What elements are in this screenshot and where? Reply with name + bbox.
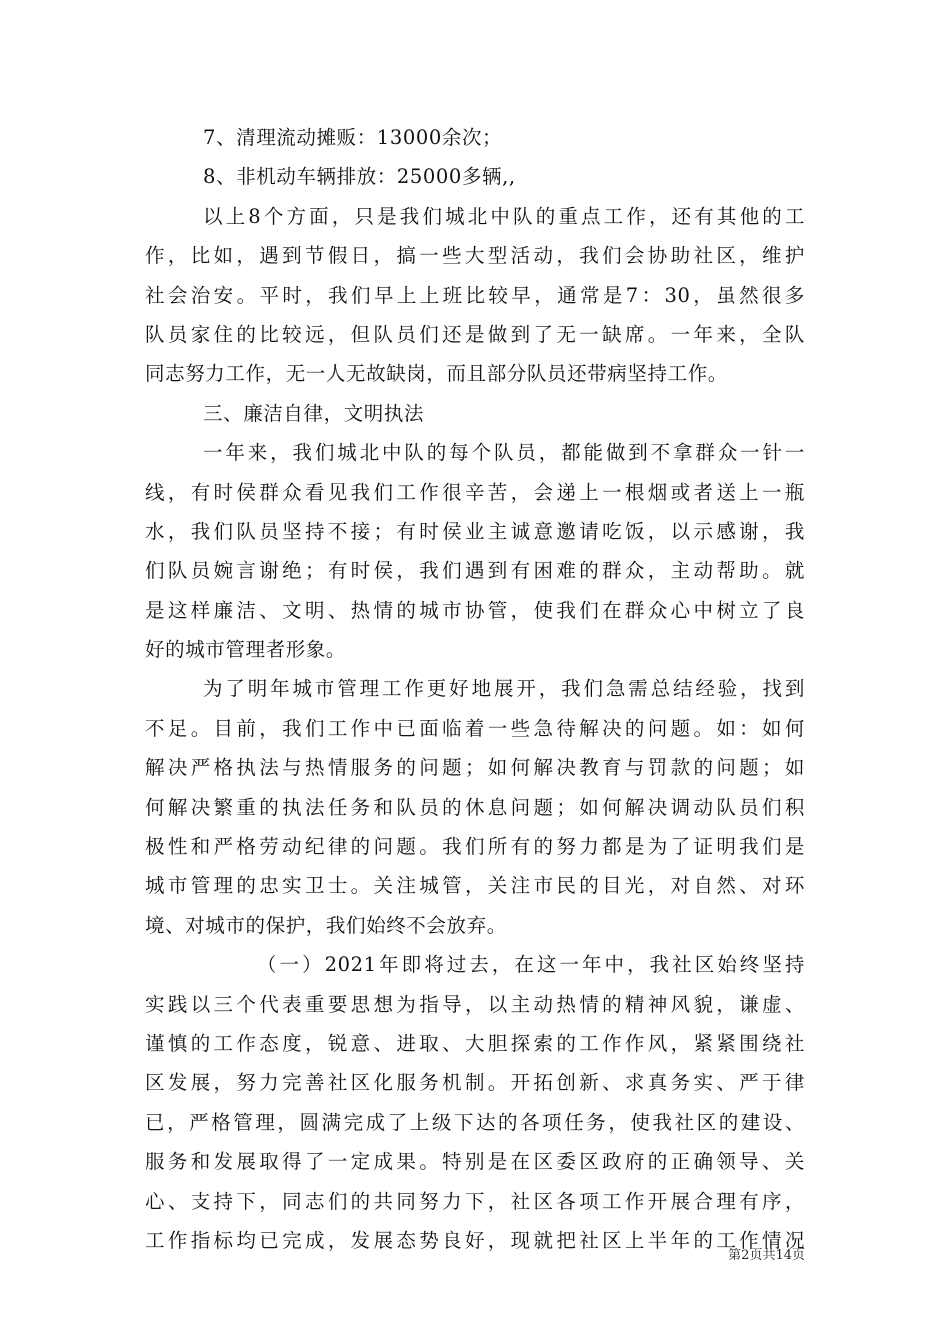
document-body [145,118,805,1260]
paragraph-line: 境、对城市的保护，我们始终不会放弃。 [145,913,507,937]
paragraph-line: 线，有时侯群众看见我们工作很辛苦，会递上一根烟或者送上一瓶 [145,480,805,504]
paragraph-line: 队员家住的比较远，但队员们还是做到了无一缺席。一年来，全队 [145,322,805,346]
paragraph-line: 心、支持下，同志们的共同努力下，社区各项工作开展合理有序， [145,1189,805,1213]
paragraph-line: 区发展，努力完善社区化服务机制。开拓创新、求真务实、严于律 [145,1071,805,1095]
paragraph-line: 极性和严格劳动纪律的问题。我们所有的努力都是为了证明我们是 [145,835,805,859]
paragraph-line: 是这样廉洁、文明、热情的城市协管，使我们在群众心中树立了良 [145,598,805,622]
section-heading: 三、廉洁自律，文明执法 [203,401,425,425]
paragraph-line: 工作指标均已完成，发展态势良好，现就把社区上半年的工作情况 [145,1228,805,1252]
paragraph-line: 不足。目前，我们工作中已面临着一些急待解决的问题。如：如何 [145,716,805,740]
page-number: 第2页共14页 [728,1248,805,1263]
list-item: 8、非机动车辆排放：25000多辆,, [203,165,516,189]
paragraph-line: 水，我们队员坚持不接；有时侯业主诚意邀请吃饭，以示感谢，我 [145,519,805,543]
list-item: 7、清理流动摊贩：13000余次； [203,126,503,149]
paragraph-line: （一）2021年即将过去，在这一年中，我社区始终坚持 [257,953,805,977]
paragraph-line: 一年来，我们城北中队的每个队员，都能做到不拿群众一针一 [203,441,805,465]
paragraph-line: 解决严格执法与热情服务的问题；如何解决教育与罚款的问题；如 [145,756,805,780]
paragraph-line: 谨慎的工作态度，锐意、进取、大胆探索的工作作风，紧紧围绕社 [145,1031,805,1055]
paragraph-line: 实践以三个代表重要思想为指导，以主动热情的精神风貌，谦虚、 [145,992,805,1016]
paragraph-line: 作，比如，遇到节假日，搞一些大型活动，我们会协助社区，维护 [145,244,805,268]
paragraph-line: 何解决繁重的执法任务和队员的休息问题；如何解决调动队员们积 [145,795,805,819]
paragraph-line: 们队员婉言谢绝；有时侯，我们遇到有困难的群众，主动帮助。就 [145,559,805,583]
paragraph-line: 为了明年城市管理工作更好地展开，我们急需总结经验，找到 [203,677,805,701]
paragraph-line: 已，严格管理，圆满完成了上级下达的各项任务，使我社区的建设、 [145,1110,805,1134]
paragraph-line: 社会治安。平时，我们早上上班比较早，通常是7：30，虽然很多 [145,283,805,307]
paragraph-line: 同志努力工作，无一人无故缺岗，而且部分队员还带病坚持工作。 [145,362,728,386]
paragraph-line: 好的城市管理者形象。 [145,638,347,662]
paragraph-line: 服务和发展取得了一定成果。特别是在区委区政府的正确领导、关 [145,1150,805,1174]
paragraph-line: 以上8个方面，只是我们城北中队的重点工作，还有其他的工 [203,204,805,228]
paragraph-line: 城市管理的忠实卫士。关注城管，关注市民的目光，对自然、对环 [145,874,805,898]
